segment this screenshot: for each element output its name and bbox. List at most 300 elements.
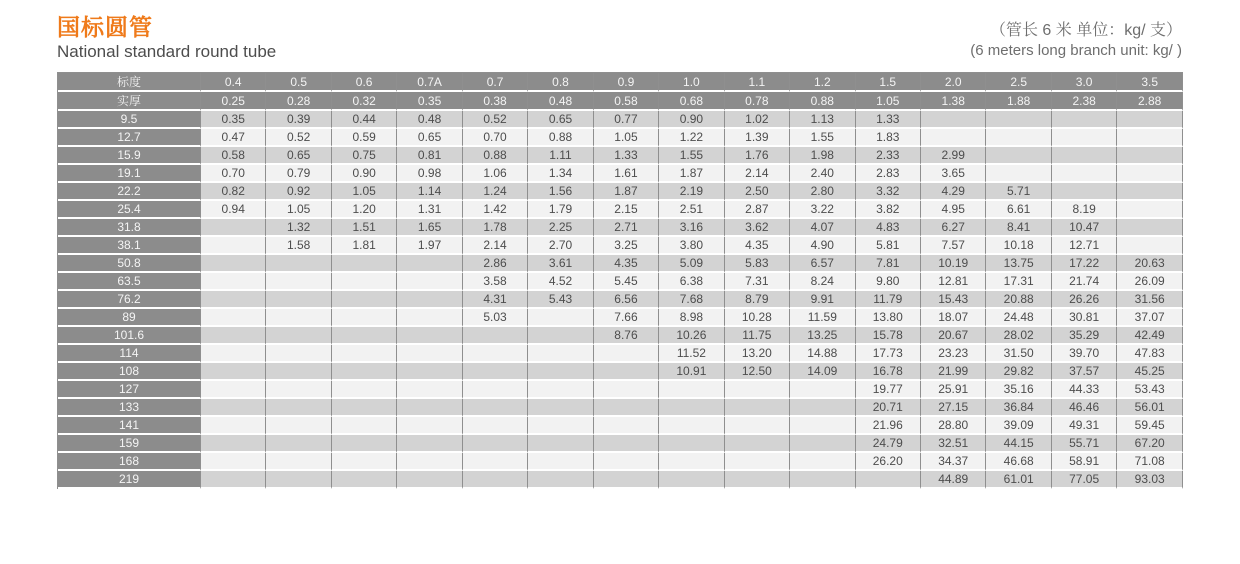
gauge-scale-cell: 0.4	[201, 73, 266, 92]
weight-value-cell	[528, 399, 593, 417]
weight-value-cell: 1.06	[463, 165, 528, 183]
weight-value-cell: 4.31	[463, 291, 528, 309]
table-row	[58, 255, 1183, 273]
weight-value-cell	[266, 453, 331, 471]
weight-value-cell: 3.32	[856, 183, 921, 201]
weight-value-cell	[397, 273, 462, 291]
weight-value-cell: 6.27	[921, 219, 986, 237]
spec-table	[57, 72, 1183, 489]
weight-value-cell: 31.50	[986, 345, 1051, 363]
weight-value-cell: 93.03	[1117, 471, 1183, 489]
weight-value-cell	[594, 381, 659, 399]
weight-value-cell: 13.25	[790, 327, 855, 345]
weight-value-cell: 2.50	[725, 183, 790, 201]
diameter-label-cell: 31.8	[58, 219, 201, 237]
table-row	[58, 237, 1183, 255]
weight-value-cell: 18.07	[921, 309, 986, 327]
weight-value-cell	[528, 471, 593, 489]
weight-value-cell: 4.83	[856, 219, 921, 237]
weight-value-cell: 0.88	[528, 129, 593, 147]
weight-value-cell	[528, 345, 593, 363]
weight-value-cell: 4.35	[725, 237, 790, 255]
table-row	[58, 165, 1183, 183]
diameter-label-cell: 114	[58, 345, 201, 363]
weight-value-cell: 0.94	[201, 201, 266, 219]
weight-value-cell: 13.75	[986, 255, 1051, 273]
weight-value-cell	[921, 129, 986, 147]
actual-thickness-cell: 2.88	[1117, 92, 1183, 111]
actual-thickness-cell: 1.05	[856, 92, 921, 111]
diameter-label-cell: 141	[58, 417, 201, 435]
weight-value-cell: 6.57	[790, 255, 855, 273]
weight-value-cell: 0.75	[332, 147, 397, 165]
weight-value-cell: 56.01	[1117, 399, 1183, 417]
spec-table-body	[58, 111, 1183, 489]
weight-value-cell: 3.58	[463, 273, 528, 291]
weight-value-cell: 17.73	[856, 345, 921, 363]
weight-value-cell: 6.56	[594, 291, 659, 309]
diameter-label-cell: 159	[58, 435, 201, 453]
weight-value-cell: 1.05	[266, 201, 331, 219]
weight-value-cell	[1052, 111, 1117, 129]
weight-value-cell: 42.49	[1117, 327, 1183, 345]
weight-value-cell: 14.88	[790, 345, 855, 363]
weight-value-cell	[463, 417, 528, 435]
weight-value-cell	[594, 435, 659, 453]
weight-value-cell: 0.58	[201, 147, 266, 165]
weight-value-cell: 55.71	[1052, 435, 1117, 453]
spec-table-head	[58, 73, 1183, 111]
weight-value-cell: 11.75	[725, 327, 790, 345]
weight-value-cell: 8.98	[659, 309, 724, 327]
weight-value-cell: 5.09	[659, 255, 724, 273]
weight-value-cell: 5.03	[463, 309, 528, 327]
table-row	[58, 453, 1183, 471]
weight-value-cell: 1.02	[725, 111, 790, 129]
weight-value-cell	[201, 417, 266, 435]
actual-thickness-cell: 0.25	[201, 92, 266, 111]
weight-value-cell: 77.05	[1052, 471, 1117, 489]
gauge-scale-cell: 0.9	[594, 73, 659, 92]
gauge-scale-cell: 1.0	[659, 73, 724, 92]
weight-value-cell	[1117, 219, 1183, 237]
weight-value-cell: 1.11	[528, 147, 593, 165]
weight-value-cell	[266, 417, 331, 435]
weight-value-cell: 9.80	[856, 273, 921, 291]
weight-value-cell: 3.16	[659, 219, 724, 237]
weight-value-cell: 1.87	[594, 183, 659, 201]
weight-value-cell: 2.25	[528, 219, 593, 237]
weight-value-cell: 6.38	[659, 273, 724, 291]
weight-value-cell: 3.61	[528, 255, 593, 273]
weight-value-cell	[201, 291, 266, 309]
weight-value-cell: 0.47	[201, 129, 266, 147]
weight-value-cell	[1117, 165, 1183, 183]
weight-value-cell: 0.98	[397, 165, 462, 183]
weight-value-cell: 0.35	[201, 111, 266, 129]
weight-value-cell: 46.68	[986, 453, 1051, 471]
weight-value-cell	[397, 435, 462, 453]
weight-value-cell	[266, 435, 331, 453]
weight-value-cell	[266, 255, 331, 273]
weight-value-cell: 2.80	[790, 183, 855, 201]
weight-value-cell: 37.57	[1052, 363, 1117, 381]
weight-value-cell	[594, 471, 659, 489]
weight-value-cell	[201, 219, 266, 237]
weight-value-cell	[397, 363, 462, 381]
weight-value-cell	[332, 453, 397, 471]
weight-value-cell	[659, 453, 724, 471]
weight-value-cell: 20.67	[921, 327, 986, 345]
table-row	[58, 309, 1183, 327]
weight-value-cell	[659, 435, 724, 453]
table-row	[58, 345, 1183, 363]
diameter-label-cell: 38.1	[58, 237, 201, 255]
weight-value-cell	[1052, 183, 1117, 201]
weight-value-cell: 1.13	[790, 111, 855, 129]
weight-value-cell	[397, 327, 462, 345]
weight-value-cell: 2.51	[659, 201, 724, 219]
weight-value-cell: 0.79	[266, 165, 331, 183]
gauge-scale-cell: 0.8	[528, 73, 593, 92]
weight-value-cell: 3.25	[594, 237, 659, 255]
weight-value-cell: 71.08	[1117, 453, 1183, 471]
weight-value-cell: 4.07	[790, 219, 855, 237]
table-row	[58, 183, 1183, 201]
weight-value-cell: 2.71	[594, 219, 659, 237]
weight-value-cell: 8.19	[1052, 201, 1117, 219]
weight-value-cell: 23.23	[921, 345, 986, 363]
weight-value-cell: 4.95	[921, 201, 986, 219]
weight-value-cell: 10.19	[921, 255, 986, 273]
weight-value-cell	[463, 399, 528, 417]
weight-value-cell	[332, 273, 397, 291]
actual-thickness-cell: 2.38	[1052, 92, 1117, 111]
weight-value-cell	[397, 345, 462, 363]
title-block	[57, 14, 276, 63]
page-subtitle: National standard round tube	[57, 42, 277, 61]
weight-value-cell	[1052, 129, 1117, 147]
weight-value-cell: 5.83	[725, 255, 790, 273]
weight-value-cell	[397, 471, 462, 489]
weight-value-cell	[201, 381, 266, 399]
diameter-label-cell: 9.5	[58, 111, 201, 129]
weight-value-cell: 46.46	[1052, 399, 1117, 417]
weight-value-cell: 1.42	[463, 201, 528, 219]
weight-value-cell: 10.26	[659, 327, 724, 345]
weight-value-cell: 61.01	[986, 471, 1051, 489]
weight-value-cell: 8.41	[986, 219, 1051, 237]
weight-value-cell: 12.81	[921, 273, 986, 291]
weight-value-cell: 12.50	[725, 363, 790, 381]
actual-thickness-cell: 1.38	[921, 92, 986, 111]
weight-value-cell	[1117, 183, 1183, 201]
weight-value-cell	[528, 309, 593, 327]
weight-value-cell: 4.29	[921, 183, 986, 201]
weight-value-cell: 34.37	[921, 453, 986, 471]
weight-value-cell: 11.79	[856, 291, 921, 309]
actual-thickness-cell: 0.35	[397, 92, 462, 111]
diameter-label-cell: 101.6	[58, 327, 201, 345]
weight-value-cell: 4.52	[528, 273, 593, 291]
weight-value-cell: 24.79	[856, 435, 921, 453]
weight-value-cell	[594, 417, 659, 435]
table-row	[58, 381, 1183, 399]
weight-value-cell	[266, 327, 331, 345]
weight-value-cell: 10.28	[725, 309, 790, 327]
weight-value-cell	[1117, 201, 1183, 219]
weight-value-cell	[201, 309, 266, 327]
weight-value-cell	[266, 291, 331, 309]
actual-thickness-cell: 0.78	[725, 92, 790, 111]
weight-value-cell: 2.33	[856, 147, 921, 165]
actual-thickness-cell: 0.58	[594, 92, 659, 111]
actual-thickness-cell: 0.68	[659, 92, 724, 111]
weight-value-cell	[790, 381, 855, 399]
weight-value-cell	[266, 399, 331, 417]
weight-value-cell	[266, 309, 331, 327]
weight-value-cell	[201, 399, 266, 417]
weight-value-cell	[201, 237, 266, 255]
weight-value-cell	[528, 381, 593, 399]
weight-value-cell	[790, 399, 855, 417]
table-row	[58, 399, 1183, 417]
weight-value-cell: 0.44	[332, 111, 397, 129]
weight-value-cell: 10.18	[986, 237, 1051, 255]
weight-value-cell: 0.65	[266, 147, 331, 165]
weight-value-cell	[201, 435, 266, 453]
gauge-scale-cell: 3.5	[1117, 73, 1183, 92]
weight-value-cell: 7.57	[921, 237, 986, 255]
weight-value-cell	[463, 471, 528, 489]
weight-value-cell	[463, 435, 528, 453]
weight-value-cell	[986, 111, 1051, 129]
weight-value-cell	[201, 471, 266, 489]
actual-thickness-cell: 1.88	[986, 92, 1051, 111]
weight-value-cell: 21.99	[921, 363, 986, 381]
weight-value-cell: 17.31	[986, 273, 1051, 291]
weight-value-cell: 4.35	[594, 255, 659, 273]
page-header	[57, 14, 1182, 63]
actual-thickness-cell: 0.48	[528, 92, 593, 111]
gauge-scale-cell: 1.2	[790, 73, 855, 92]
weight-value-cell: 1.32	[266, 219, 331, 237]
weight-value-cell: 53.43	[1117, 381, 1183, 399]
weight-value-cell: 1.56	[528, 183, 593, 201]
weight-value-cell	[725, 471, 790, 489]
corner-header-cell: 标度	[58, 73, 201, 92]
weight-value-cell	[397, 453, 462, 471]
weight-value-cell: 1.97	[397, 237, 462, 255]
weight-value-cell	[463, 327, 528, 345]
weight-value-cell: 3.65	[921, 165, 986, 183]
table-row	[58, 291, 1183, 309]
weight-value-cell	[201, 273, 266, 291]
actual-thickness-cell: 0.28	[266, 92, 331, 111]
weight-value-cell: 1.33	[594, 147, 659, 165]
weight-value-cell: 1.55	[790, 129, 855, 147]
weight-value-cell	[266, 381, 331, 399]
weight-value-cell	[397, 309, 462, 327]
weight-value-cell: 26.20	[856, 453, 921, 471]
weight-value-cell	[332, 471, 397, 489]
table-row	[58, 417, 1183, 435]
weight-value-cell: 0.82	[201, 183, 266, 201]
weight-value-cell: 2.19	[659, 183, 724, 201]
weight-value-cell: 8.24	[790, 273, 855, 291]
weight-value-cell: 1.78	[463, 219, 528, 237]
weight-value-cell: 1.20	[332, 201, 397, 219]
weight-value-cell: 2.86	[463, 255, 528, 273]
weight-value-cell: 13.20	[725, 345, 790, 363]
page-title: 国标圆管	[57, 14, 153, 40]
weight-value-cell	[725, 399, 790, 417]
weight-value-cell: 1.83	[856, 129, 921, 147]
weight-value-cell: 0.48	[397, 111, 462, 129]
weight-value-cell: 11.59	[790, 309, 855, 327]
gauge-scale-cell: 1.5	[856, 73, 921, 92]
weight-value-cell	[397, 255, 462, 273]
weight-value-cell: 1.24	[463, 183, 528, 201]
diameter-label-cell: 76.2	[58, 291, 201, 309]
weight-value-cell: 1.14	[397, 183, 462, 201]
weight-value-cell	[266, 273, 331, 291]
weight-value-cell: 36.84	[986, 399, 1051, 417]
diameter-label-cell: 50.8	[58, 255, 201, 273]
weight-value-cell: 49.31	[1052, 417, 1117, 435]
diameter-label-cell: 12.7	[58, 129, 201, 147]
weight-value-cell: 20.63	[1117, 255, 1183, 273]
gauge-scale-cell: 0.5	[266, 73, 331, 92]
weight-value-cell: 13.80	[856, 309, 921, 327]
weight-value-cell	[528, 453, 593, 471]
weight-value-cell: 2.99	[921, 147, 986, 165]
weight-value-cell	[986, 165, 1051, 183]
weight-value-cell: 2.14	[725, 165, 790, 183]
weight-value-cell: 2.14	[463, 237, 528, 255]
weight-value-cell: 0.90	[659, 111, 724, 129]
weight-value-cell: 8.79	[725, 291, 790, 309]
weight-value-cell: 0.90	[332, 165, 397, 183]
weight-value-cell: 14.09	[790, 363, 855, 381]
weight-value-cell	[725, 417, 790, 435]
gauge-scale-cell: 0.6	[332, 73, 397, 92]
weight-value-cell: 44.15	[986, 435, 1051, 453]
weight-value-cell: 1.55	[659, 147, 724, 165]
weight-value-cell	[659, 471, 724, 489]
unit-note-cn: （管长 6 米 单位：kg/ 支）	[989, 22, 1182, 39]
weight-value-cell: 0.65	[528, 111, 593, 129]
weight-value-cell: 2.70	[528, 237, 593, 255]
weight-value-cell: 45.25	[1117, 363, 1183, 381]
weight-value-cell: 1.05	[594, 129, 659, 147]
weight-value-cell	[332, 291, 397, 309]
actual-thickness-row	[58, 92, 1183, 111]
weight-value-cell: 24.48	[986, 309, 1051, 327]
weight-value-cell: 10.91	[659, 363, 724, 381]
weight-value-cell: 1.33	[856, 111, 921, 129]
table-row	[58, 111, 1183, 129]
weight-value-cell: 5.81	[856, 237, 921, 255]
diameter-label-cell: 89	[58, 309, 201, 327]
weight-value-cell: 7.68	[659, 291, 724, 309]
weight-value-cell	[1117, 111, 1183, 129]
weight-value-cell	[986, 147, 1051, 165]
weight-value-cell: 39.09	[986, 417, 1051, 435]
unit-note-block	[970, 14, 1182, 61]
weight-value-cell: 35.29	[1052, 327, 1117, 345]
weight-value-cell	[659, 399, 724, 417]
weight-value-cell	[463, 363, 528, 381]
weight-value-cell	[1117, 147, 1183, 165]
diameter-label-cell: 108	[58, 363, 201, 381]
weight-value-cell	[332, 399, 397, 417]
weight-value-cell	[397, 381, 462, 399]
weight-value-cell: 10.47	[1052, 219, 1117, 237]
weight-value-cell: 2.15	[594, 201, 659, 219]
weight-value-cell	[659, 381, 724, 399]
weight-value-cell: 27.15	[921, 399, 986, 417]
weight-value-cell: 39.70	[1052, 345, 1117, 363]
weight-value-cell: 0.77	[594, 111, 659, 129]
diameter-label-cell: 25.4	[58, 201, 201, 219]
gauge-scale-cell: 1.1	[725, 73, 790, 92]
weight-value-cell	[332, 381, 397, 399]
weight-value-cell: 21.96	[856, 417, 921, 435]
weight-value-cell: 58.91	[1052, 453, 1117, 471]
weight-value-cell	[397, 291, 462, 309]
weight-value-cell: 1.31	[397, 201, 462, 219]
weight-value-cell	[1052, 147, 1117, 165]
weight-value-cell	[725, 381, 790, 399]
weight-value-cell: 7.81	[856, 255, 921, 273]
table-row	[58, 363, 1183, 381]
weight-value-cell: 5.43	[528, 291, 593, 309]
weight-value-cell: 31.56	[1117, 291, 1183, 309]
unit-note-en: (6 meters long branch unit: kg/ )	[970, 42, 1182, 59]
weight-value-cell: 1.76	[725, 147, 790, 165]
weight-value-cell: 3.82	[856, 201, 921, 219]
weight-value-cell	[266, 363, 331, 381]
weight-value-cell: 1.58	[266, 237, 331, 255]
weight-value-cell	[266, 471, 331, 489]
diameter-label-cell: 15.9	[58, 147, 201, 165]
weight-value-cell: 47.83	[1117, 345, 1183, 363]
weight-value-cell	[332, 345, 397, 363]
weight-value-cell	[986, 129, 1051, 147]
weight-value-cell	[201, 255, 266, 273]
diameter-label-cell: 133	[58, 399, 201, 417]
gauge-scale-cell: 2.5	[986, 73, 1051, 92]
weight-value-cell	[332, 363, 397, 381]
weight-value-cell	[332, 309, 397, 327]
weight-value-cell: 11.52	[659, 345, 724, 363]
weight-value-cell	[1117, 237, 1183, 255]
weight-value-cell: 30.81	[1052, 309, 1117, 327]
weight-value-cell: 44.89	[921, 471, 986, 489]
actual-thickness-cell: 0.88	[790, 92, 855, 111]
weight-value-cell: 32.51	[921, 435, 986, 453]
weight-value-cell: 2.40	[790, 165, 855, 183]
weight-value-cell: 7.31	[725, 273, 790, 291]
weight-value-cell: 8.76	[594, 327, 659, 345]
weight-value-cell: 4.90	[790, 237, 855, 255]
weight-value-cell: 67.20	[1117, 435, 1183, 453]
weight-value-cell	[528, 327, 593, 345]
weight-value-cell: 1.81	[332, 237, 397, 255]
weight-value-cell	[790, 471, 855, 489]
diameter-label-cell: 127	[58, 381, 201, 399]
